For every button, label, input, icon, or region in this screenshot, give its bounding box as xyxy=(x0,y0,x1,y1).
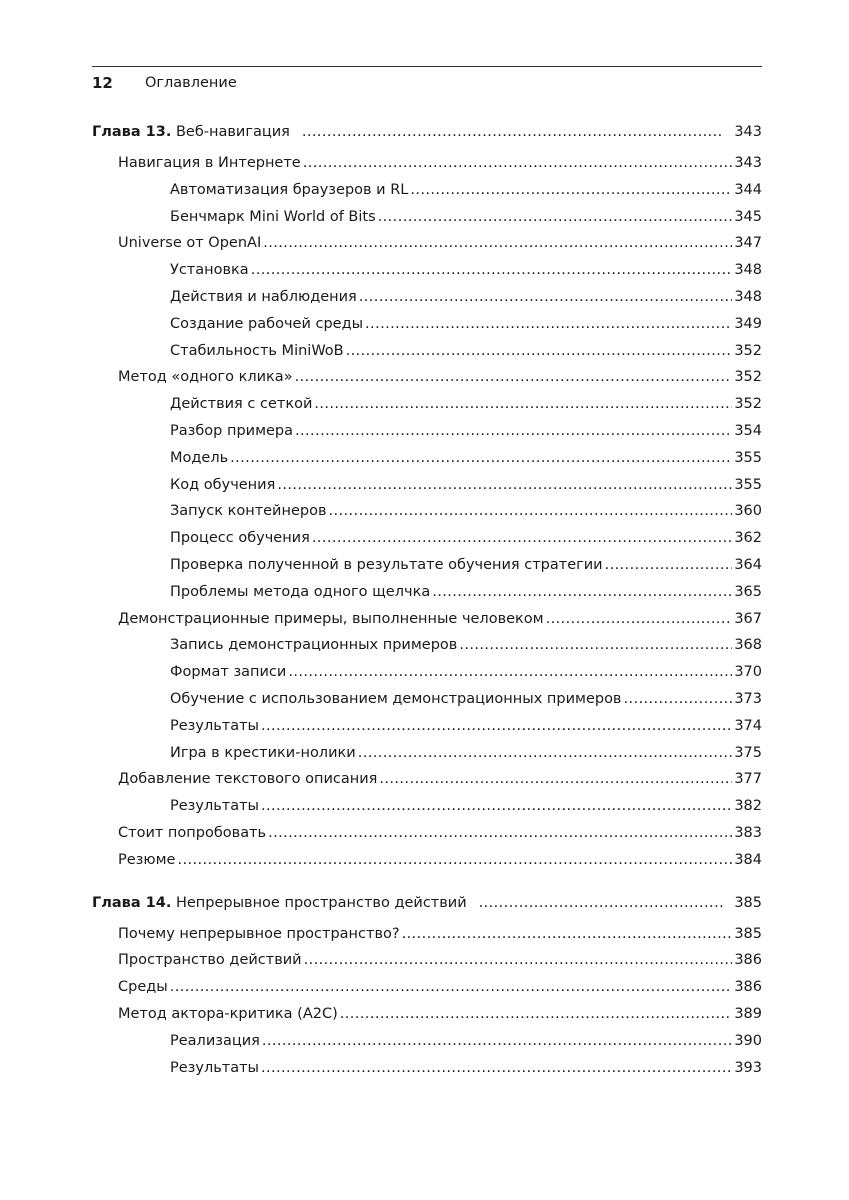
dot-leader xyxy=(623,691,732,707)
toc-entry-title: Создание рабочей среды xyxy=(170,315,364,332)
toc-entry-title: Действия и наблюдения xyxy=(170,288,357,305)
chapter-title: Непрерывное пространство действий xyxy=(175,894,467,911)
toc-entry-title: Пространство действий xyxy=(118,952,302,969)
table-of-contents xyxy=(92,124,762,1086)
dot-leader xyxy=(295,369,733,385)
toc-entry-title: Universe от OpenAI xyxy=(118,235,262,252)
dot-leader xyxy=(177,852,732,868)
toc-entry-title: Игра в крестики-нолики xyxy=(170,744,356,761)
toc-section-entry[interactable] xyxy=(92,155,762,182)
toc-entry-title: Процесс обучения xyxy=(170,530,310,547)
toc-subsection-entry[interactable] xyxy=(92,182,762,209)
page-number: 12 xyxy=(92,74,113,92)
toc-entry-title: Обучение с использованием демонстрационных примеров xyxy=(170,690,622,707)
dot-leader xyxy=(346,343,733,359)
toc-page-number: 368 xyxy=(734,637,762,654)
toc-entry-title: Резюме xyxy=(118,851,176,868)
dot-leader xyxy=(251,262,733,278)
toc-subsection-entry[interactable] xyxy=(92,477,762,504)
toc-section-entry[interactable] xyxy=(92,611,762,638)
toc-page-number: 375 xyxy=(734,744,762,761)
toc-page-number: 367 xyxy=(734,610,762,627)
toc-section-entry[interactable] xyxy=(92,1006,762,1033)
toc-page-number: 354 xyxy=(734,422,762,439)
toc-page-number: 344 xyxy=(734,181,762,198)
toc-subsection-entry[interactable] xyxy=(92,289,762,316)
toc-subsection-entry[interactable] xyxy=(92,450,762,477)
toc-entry-title: Запись демонстрационных примеров xyxy=(170,637,458,654)
toc-page-number: 374 xyxy=(734,717,762,734)
dot-leader xyxy=(402,926,733,942)
toc-page-number: 365 xyxy=(734,583,762,600)
toc-entry-title: Почему непрерывное пространство? xyxy=(118,925,400,942)
toc-entry-title: Результаты xyxy=(170,798,259,815)
toc-section-entry[interactable] xyxy=(92,979,762,1006)
toc-subsection-entry[interactable] xyxy=(92,745,762,772)
toc-page-number: 386 xyxy=(734,979,762,996)
toc-entry-title: Стабильность MiniWoB xyxy=(170,342,344,359)
dot-leader xyxy=(378,209,733,225)
toc-entry-title xyxy=(92,124,300,140)
toc-page-number: 352 xyxy=(734,396,762,413)
dot-leader xyxy=(546,611,733,627)
toc-entry-title: Добавление текстового описания xyxy=(118,771,378,788)
toc-page-number: 386 xyxy=(734,952,762,969)
dot-leader xyxy=(170,979,733,995)
dot-leader xyxy=(261,718,732,734)
toc-page-number: 348 xyxy=(734,262,762,279)
toc-page-number: 343 xyxy=(734,155,762,171)
toc-chapter-entry[interactable] xyxy=(92,124,762,155)
toc-entry-title xyxy=(92,895,477,911)
toc-entry-title: Модель xyxy=(170,449,229,466)
dot-leader xyxy=(432,584,732,600)
toc-page-number: 385 xyxy=(734,925,762,942)
toc-subsection-entry[interactable] xyxy=(92,530,762,557)
toc-entry-title: Результаты xyxy=(170,1059,259,1076)
toc-page-number: 349 xyxy=(734,315,762,332)
toc-entry-title: Среды xyxy=(118,979,168,996)
dot-leader xyxy=(605,557,733,573)
page-header xyxy=(92,66,762,92)
dot-leader xyxy=(261,1060,732,1076)
dot-leader xyxy=(379,771,732,787)
chapter-label: Глава 14. xyxy=(92,894,172,911)
toc-entry-title: Бенчмарк Mini World of Bits xyxy=(170,208,376,225)
toc-subsection-entry[interactable] xyxy=(92,209,762,236)
dot-leader xyxy=(288,664,732,680)
toc-page-number: 348 xyxy=(734,288,762,305)
toc-entry-title: Реализация xyxy=(170,1032,260,1049)
dot-leader xyxy=(329,503,733,519)
toc-page-number: 352 xyxy=(734,369,762,386)
toc-entry-title: Установка xyxy=(170,262,249,279)
toc-section-entry[interactable] xyxy=(92,825,762,852)
toc-page-number: 347 xyxy=(734,235,762,252)
toc-entry-title: Проблемы метода одного щелчка xyxy=(170,583,431,600)
dot-leader xyxy=(304,952,733,968)
chapter-title: Веб-навигация xyxy=(175,124,290,140)
toc-subsection-entry[interactable] xyxy=(92,584,762,611)
toc-entry-title: Проверка полученной в результате обучения стратегии xyxy=(170,556,603,573)
dot-leader xyxy=(263,235,732,251)
toc-entry-title: Результаты xyxy=(170,717,259,734)
toc-page-number: 370 xyxy=(734,664,762,681)
toc-page-number: 345 xyxy=(734,208,762,225)
toc-entry-title: Демонстрационные примеры, выполненные человеком xyxy=(118,610,544,627)
toc-entry-title: Стоит попробовать xyxy=(118,824,267,841)
toc-subsection-entry[interactable] xyxy=(92,343,762,370)
dot-leader xyxy=(262,1033,732,1049)
toc-chapter-entry[interactable] xyxy=(92,895,762,926)
toc-page-number: 362 xyxy=(734,530,762,547)
toc-page-number: 373 xyxy=(734,690,762,707)
dot-leader xyxy=(277,477,732,493)
dot-leader xyxy=(268,825,732,841)
toc-subsection-entry[interactable] xyxy=(92,423,762,450)
dot-leader xyxy=(340,1006,733,1022)
toc-page-number: 364 xyxy=(734,556,762,573)
dot-leader xyxy=(358,745,733,761)
toc-subsection-entry[interactable] xyxy=(92,503,762,530)
toc-subsection-entry[interactable] xyxy=(92,691,762,718)
toc-page-number: 382 xyxy=(734,798,762,815)
dot-leader xyxy=(230,450,732,466)
dot-leader xyxy=(410,182,732,198)
toc-page-number: 355 xyxy=(734,476,762,493)
toc-entry-title: Навигация в Интернете xyxy=(118,155,301,171)
toc-section-entry[interactable] xyxy=(92,852,762,879)
dot-leader xyxy=(261,798,732,814)
dot-leader xyxy=(303,155,733,171)
toc-section-entry[interactable] xyxy=(92,369,762,396)
dot-leader xyxy=(459,637,732,653)
dot-leader xyxy=(302,124,724,140)
dot-leader xyxy=(314,396,732,412)
toc-page-number: 389 xyxy=(734,1005,762,1022)
toc-section-entry[interactable] xyxy=(92,926,762,953)
toc-subsection-entry[interactable] xyxy=(92,637,762,664)
toc-page-number: 377 xyxy=(734,771,762,788)
toc-entry-title: Действия с сеткой xyxy=(170,396,313,413)
toc-entry-title: Метод актора-критика (A2C) xyxy=(118,1005,338,1022)
toc-subsection-entry[interactable] xyxy=(92,316,762,343)
dot-leader xyxy=(295,423,732,439)
toc-subsection-entry[interactable] xyxy=(92,664,762,691)
toc-subsection-entry[interactable] xyxy=(92,557,762,584)
toc-section-entry[interactable] xyxy=(92,952,762,979)
toc-section-entry[interactable] xyxy=(92,771,762,798)
toc-page-number: 390 xyxy=(734,1032,762,1049)
toc-page-number: 355 xyxy=(734,449,762,466)
dot-leader xyxy=(365,316,732,332)
toc-page-number: 383 xyxy=(734,824,762,841)
toc-subsection-entry[interactable] xyxy=(92,1033,762,1060)
toc-subsection-entry[interactable] xyxy=(92,718,762,745)
running-title: Оглавление xyxy=(145,75,237,91)
toc-page-number: 385 xyxy=(734,894,762,911)
toc-entry-title: Автоматизация браузеров и RL xyxy=(170,181,409,198)
toc-subsection-entry[interactable] xyxy=(92,396,762,423)
toc-page-number: 384 xyxy=(734,851,762,868)
toc-section-entry[interactable] xyxy=(92,235,762,262)
toc-subsection-entry[interactable] xyxy=(92,798,762,825)
toc-entry-title: Код обучения xyxy=(170,476,276,493)
toc-page-number: 352 xyxy=(734,342,762,359)
toc-subsection-entry[interactable] xyxy=(92,1060,762,1087)
toc-entry-title: Формат записи xyxy=(170,664,287,681)
dot-leader xyxy=(479,895,725,911)
toc-entry-title: Разбор примера xyxy=(170,422,294,439)
toc-page-number: 360 xyxy=(734,503,762,520)
toc-page-number: 393 xyxy=(734,1059,762,1076)
toc-entry-title: Запуск контейнеров xyxy=(170,503,327,520)
dot-leader xyxy=(359,289,733,305)
dot-leader xyxy=(312,530,732,546)
toc-subsection-entry[interactable] xyxy=(92,262,762,289)
toc-page-number: 343 xyxy=(734,124,762,140)
toc-entry-title: Метод «одного клика» xyxy=(118,369,293,386)
chapter-label: Глава 13. xyxy=(92,124,172,140)
